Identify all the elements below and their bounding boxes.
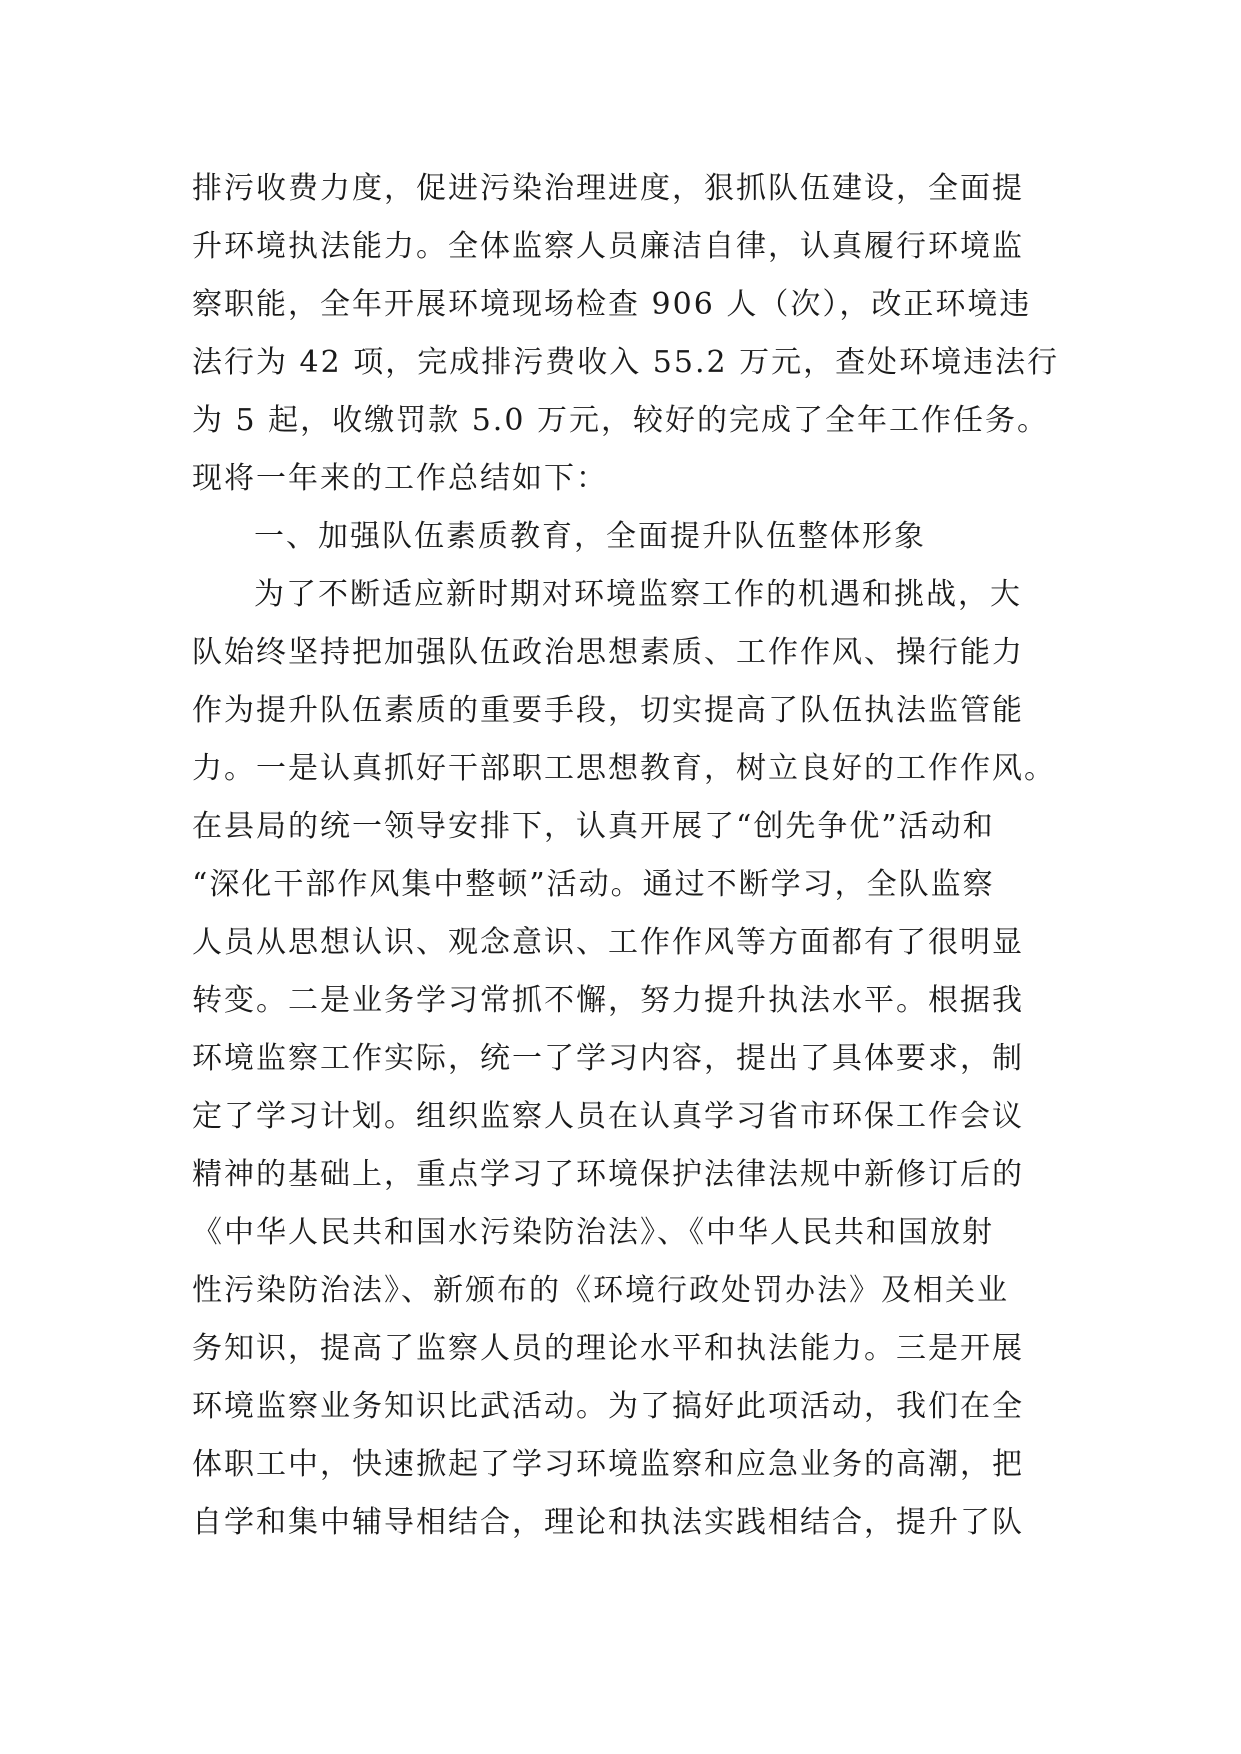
section-heading: 一、加强队伍素质教育，全面提升队伍整体形象 [254,519,926,554]
text-line: “深化干部作风集中整顿”活动。通过不断学习，全队监察 [192,867,995,902]
text-line: 排污收费力度，促进污染治理进度，狠抓队伍建设，全面提 [192,171,1024,206]
paragraph-first-line: 为了不断适应新时期对环境监察工作的机遇和挑战，大 [254,577,1022,612]
text-line: 性污染防治法》、新颁布的《环境行政处罚办法》及相关业 [192,1273,1009,1308]
text-line: 现将一年来的工作总结如下： [192,461,608,496]
text-line: 作为提升队伍素质的重要手段，切实提高了队伍执法监管能 [192,693,1024,728]
text-line: 定了学习计划。组织监察人员在认真学习省市环保工作会议 [192,1099,1024,1134]
text-line: 在县局的统一领导安排下，认真开展了“创先争优”活动和 [192,809,995,844]
text-line: 升环境执法能力。全体监察人员廉洁自律，认真履行环境监 [192,229,1024,264]
text-line: 人员从思想认识、观念意识、工作作风等方面都有了很明显 [192,925,1024,960]
text-line: 自学和集中辅导相结合，理论和执法实践相结合，提升了队 [192,1505,1024,1540]
text-line: 为 5 起，收缴罚款 5.0 万元，较好的完成了全年工作任务。 [192,403,1049,438]
text-line: 务知识，提高了监察人员的理论水平和执法能力。三是开展 [192,1331,1024,1366]
text-line: 《中华人民共和国水污染防治法》、《中华人民共和国放射 [192,1215,994,1250]
text-line: 法行为 42 项，完成排污费收入 55.2 万元，查处环境违法行 [192,345,1060,380]
text-line: 精神的基础上，重点学习了环境保护法律法规中新修订后的 [192,1157,1024,1192]
text-line: 转变。二是业务学习常抓不懈，努力提升执法水平。根据我 [192,983,1024,1018]
body-text [192,160,1072,1552]
text-line: 环境监察业务知识比武活动。为了搞好此项活动，我们在全 [192,1389,1024,1424]
text-line: 力。一是认真抓好干部职工思想教育，树立良好的工作作风。 [192,751,1056,786]
text-line: 队始终坚持把加强队伍政治思想素质、工作作风、操行能力 [192,635,1024,670]
text-line: 环境监察工作实际，统一了学习内容，提出了具体要求，制 [192,1041,1024,1076]
text-line: 察职能，全年开展环境现场检查 906 人（次），改正环境违 [192,287,1032,322]
text-line: 体职工中，快速掀起了学习环境监察和应急业务的高潮，把 [192,1447,1024,1482]
